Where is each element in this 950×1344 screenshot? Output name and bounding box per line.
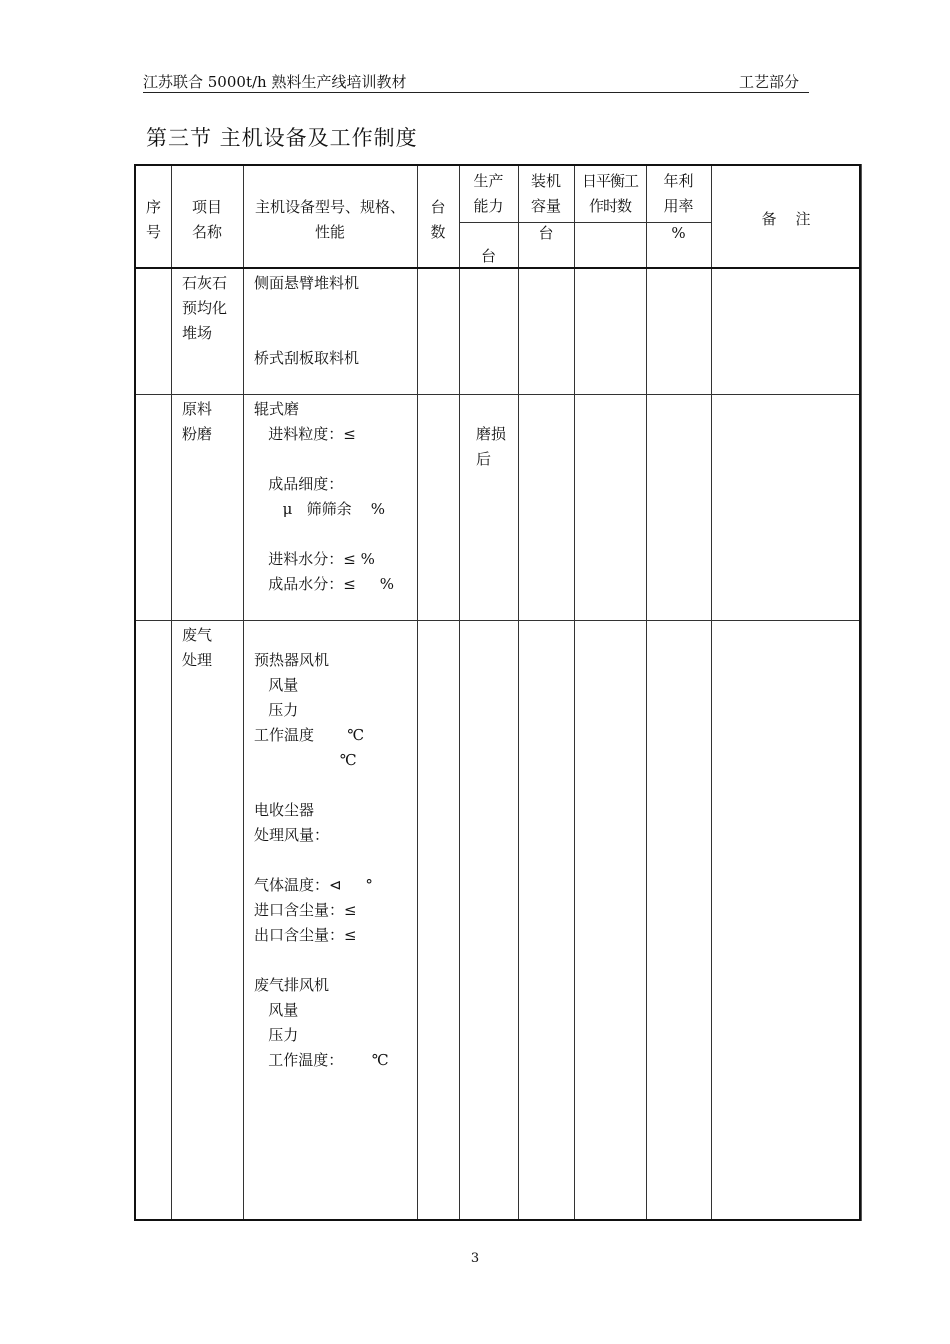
header-spec: 主机设备型号、规格、 性能 <box>254 198 405 241</box>
header-count: 台 数 <box>430 198 446 241</box>
page-header <box>143 70 809 93</box>
row3-spec: 预热器风机 风量 压力 工作温度 ℃ ℃ 电收尘器 处理风量： 气体温度：⊲ ° 进口含尘量：≤ 出口含尘量：≤ 废气排风机 风量 压力 工作温度： ℃ <box>254 651 389 1069</box>
header-utilization-unit: % <box>671 224 686 242</box>
row1-item: 石灰石 预均化 堆场 <box>182 274 228 342</box>
header-capacity: 生产 能力 <box>473 172 504 215</box>
row-divider <box>136 394 859 395</box>
col-divider <box>171 166 172 1219</box>
row2-capacity: 磨损 后 <box>476 425 507 468</box>
col-divider <box>518 166 519 1219</box>
header-hours: 日平衡工 作时数 <box>581 172 638 215</box>
header-item: 项目 名称 <box>191 198 222 241</box>
row2-spec: 辊式磨 进料粒度：≤ 成品细度： μ 筛筛余 % 进料水分：≤ % 成品水分：≤ % <box>254 400 394 593</box>
col-divider <box>243 166 244 1219</box>
row2-item: 原料 粉磨 <box>182 400 213 443</box>
header-utilization: 年利 用率 <box>663 172 694 215</box>
table-right-edge <box>861 164 862 1221</box>
header-capacity-unit: 台 <box>480 247 496 265</box>
col-divider <box>574 166 575 1219</box>
col-divider <box>711 166 712 1219</box>
row-divider <box>136 620 859 621</box>
header-remark: 备 注 <box>761 210 811 228</box>
section-title: 第三节 主机设备及工作制度 <box>146 126 418 150</box>
col-divider <box>646 166 647 1219</box>
header-installed: 装机 容量 <box>530 172 561 215</box>
equipment-table <box>134 164 861 1221</box>
col-divider <box>417 166 418 1219</box>
row3-item: 废气 处理 <box>182 626 213 669</box>
page-number: 3 <box>470 1251 480 1266</box>
header-installed-unit: 台 <box>538 224 554 242</box>
header-title: 江苏联合 5000t/h 熟料生产线培训教材 <box>143 73 407 91</box>
row1-spec: 侧面悬臂堆料机 桥式刮板取料机 <box>254 274 360 367</box>
col-divider <box>459 166 460 1219</box>
header-section: 工艺部分 <box>738 73 799 91</box>
header-seq: 序 号 <box>145 198 161 241</box>
